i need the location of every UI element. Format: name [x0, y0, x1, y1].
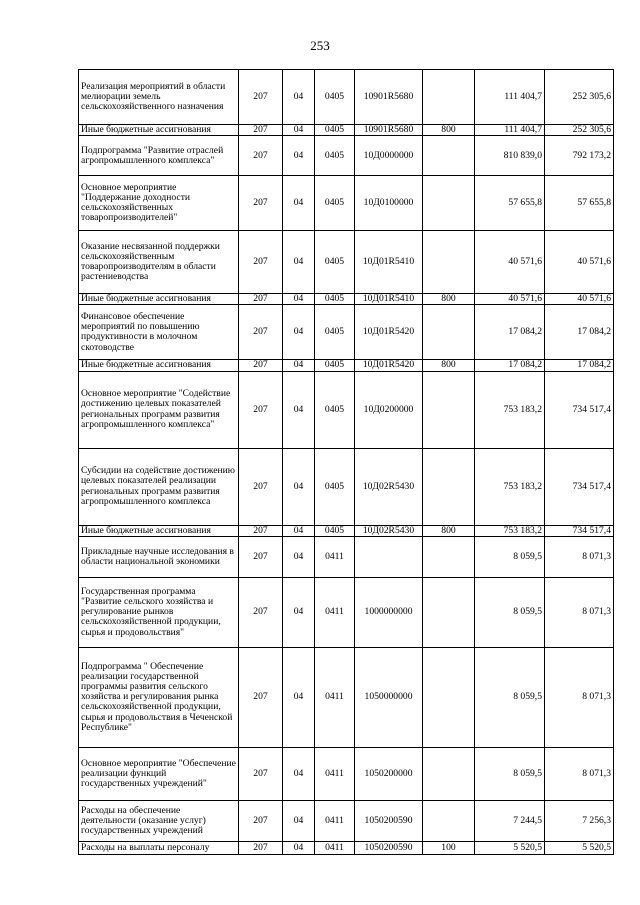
row-ved: 207 [239, 647, 283, 747]
row-csr: 10Д0200000 [355, 371, 423, 448]
row-pr: 0411 [315, 747, 355, 800]
row-csr [355, 536, 423, 577]
page-number: 253 [310, 38, 330, 53]
row-name: Государственная программа "Развитие сельского хозяйства и регулирование рынков сельскохозяйственной продукции, сырья и продовольствия" [79, 577, 239, 647]
row-value-2: 5 520,5 [545, 841, 614, 854]
row-pr: 0405 [315, 176, 355, 231]
row-pr: 0405 [315, 136, 355, 176]
row-value-2: 734 517,4 [545, 371, 614, 448]
row-pr: 0405 [315, 360, 355, 371]
row-value-2: 8 071,3 [545, 747, 614, 800]
row-pr: 0405 [315, 125, 355, 136]
row-value-2: 792 173,2 [545, 136, 614, 176]
row-value-1: 8 059,5 [475, 536, 545, 577]
row-name: Основное мероприятие "Обеспечение реализации функций государственных учреждений" [79, 747, 239, 800]
row-value-1: 8 059,5 [475, 747, 545, 800]
row-rz: 04 [283, 647, 315, 747]
row-name: Основное мероприятие "Поддержание доходности сельскохозяйственных товаропроизводителей" [79, 176, 239, 231]
row-rz: 04 [283, 305, 315, 360]
row-csr: 1050200000 [355, 747, 423, 800]
table-row [79, 294, 614, 305]
table-row [79, 231, 614, 294]
row-name: Иные бюджетные ассигнования [79, 125, 239, 136]
row-value-2: 8 071,3 [545, 577, 614, 647]
row-vr [423, 231, 475, 294]
row-value-2: 7 256,3 [545, 800, 614, 841]
row-ved: 207 [239, 747, 283, 800]
row-value-1: 111 404,7 [475, 125, 545, 136]
row-rz: 04 [283, 577, 315, 647]
row-csr: 10Д01R5420 [355, 305, 423, 360]
row-value-1: 753 183,2 [475, 371, 545, 448]
row-pr: 0405 [315, 371, 355, 448]
row-ved: 207 [239, 536, 283, 577]
row-vr [423, 136, 475, 176]
row-rz: 04 [283, 136, 315, 176]
row-rz: 04 [283, 176, 315, 231]
row-csr: 10901R5680 [355, 125, 423, 136]
row-csr: 1050200590 [355, 800, 423, 841]
row-name: Иные бюджетные ассигнования [79, 360, 239, 371]
table-row [79, 136, 614, 176]
table-row [79, 800, 614, 841]
row-rz: 04 [283, 231, 315, 294]
row-rz: 04 [283, 448, 315, 525]
row-value-2: 8 071,3 [545, 536, 614, 577]
row-csr: 10Д01R5420 [355, 360, 423, 371]
row-rz: 04 [283, 841, 315, 854]
row-value-1: 753 183,2 [475, 448, 545, 525]
row-value-2: 734 517,4 [545, 448, 614, 525]
row-pr: 0405 [315, 231, 355, 294]
row-csr: 1050200590 [355, 841, 423, 854]
row-csr: 10Д02R5430 [355, 525, 423, 536]
row-value-2: 734 517,4 [545, 525, 614, 536]
row-pr: 0411 [315, 647, 355, 747]
row-rz: 04 [283, 525, 315, 536]
row-vr [423, 371, 475, 448]
row-vr [423, 305, 475, 360]
row-value-1: 810 839,0 [475, 136, 545, 176]
row-value-1: 17 084,2 [475, 360, 545, 371]
table-row [79, 360, 614, 371]
table-row [79, 747, 614, 800]
row-name: Реализация мероприятий в области мелиорации земель сельскохозяйственного назначения [79, 70, 239, 125]
row-ved: 207 [239, 360, 283, 371]
table-row [79, 525, 614, 536]
row-ved: 207 [239, 70, 283, 125]
row-ved: 207 [239, 231, 283, 294]
row-value-2: 17 084,2 [545, 305, 614, 360]
row-rz: 04 [283, 800, 315, 841]
row-vr: 800 [423, 294, 475, 305]
row-csr: 10Д01R5410 [355, 294, 423, 305]
row-rz: 04 [283, 70, 315, 125]
row-vr [423, 747, 475, 800]
row-vr [423, 448, 475, 525]
row-pr: 0411 [315, 577, 355, 647]
row-ved: 207 [239, 294, 283, 305]
row-value-1: 8 059,5 [475, 577, 545, 647]
row-name: Прикладные научные исследования в области национальной экономики [79, 536, 239, 577]
row-value-1: 753 183,2 [475, 525, 545, 536]
row-vr [423, 647, 475, 747]
table-row [79, 536, 614, 577]
row-csr: 10Д01R5410 [355, 231, 423, 294]
row-ved: 207 [239, 305, 283, 360]
row-pr: 0411 [315, 841, 355, 854]
budget-table [78, 69, 614, 855]
table-row [79, 577, 614, 647]
row-value-1: 17 084,2 [475, 305, 545, 360]
row-pr: 0411 [315, 800, 355, 841]
row-vr [423, 800, 475, 841]
row-ved: 207 [239, 136, 283, 176]
row-ved: 207 [239, 448, 283, 525]
row-rz: 04 [283, 536, 315, 577]
row-ved: 207 [239, 800, 283, 841]
row-value-1: 111 404,7 [475, 70, 545, 125]
row-value-2: 57 655,8 [545, 176, 614, 231]
row-name: Расходы на обеспечение деятельности (оказание услуг) государственных учреждений [79, 800, 239, 841]
row-ved: 207 [239, 525, 283, 536]
table-row [79, 176, 614, 231]
row-value-2: 17 084,2 [545, 360, 614, 371]
row-value-1: 7 244,5 [475, 800, 545, 841]
row-ved: 207 [239, 176, 283, 231]
row-vr [423, 536, 475, 577]
row-rz: 04 [283, 747, 315, 800]
table-row [79, 448, 614, 525]
row-value-2: 40 571,6 [545, 231, 614, 294]
row-name: Финансовое обеспечение мероприятий по повышению продуктивности в молочном скотоводстве [79, 305, 239, 360]
row-ved: 207 [239, 371, 283, 448]
table-row [79, 305, 614, 360]
row-name: Подпрограмма " Обеспечение реализации государственной программы развития сельского хозяйства и регулирования рынка сельскохозяйственной продукции, сырья и продовольствия в Чеченской Республике" [79, 647, 239, 747]
row-csr: 10901R5680 [355, 70, 423, 125]
row-ved: 207 [239, 577, 283, 647]
row-ved: 207 [239, 841, 283, 854]
row-value-1: 57 655,8 [475, 176, 545, 231]
row-name: Оказание несвязанной поддержки сельскохозяйственным товаропроизводителям в области растениеводства [79, 231, 239, 294]
row-pr: 0405 [315, 294, 355, 305]
row-vr [423, 176, 475, 231]
row-pr: 0405 [315, 70, 355, 125]
row-csr: 10Д02R5430 [355, 448, 423, 525]
row-value-2: 8 071,3 [545, 647, 614, 747]
table-row [79, 371, 614, 448]
row-name: Иные бюджетные ассигнования [79, 294, 239, 305]
row-value-1: 8 059,5 [475, 647, 545, 747]
row-csr: 10Д0100000 [355, 176, 423, 231]
table-row [79, 125, 614, 136]
row-pr: 0411 [315, 536, 355, 577]
row-rz: 04 [283, 294, 315, 305]
row-vr [423, 70, 475, 125]
row-value-2: 40 571,6 [545, 294, 614, 305]
row-vr: 800 [423, 360, 475, 371]
row-name: Иные бюджетные ассигнования [79, 525, 239, 536]
row-rz: 04 [283, 360, 315, 371]
table-body [79, 70, 614, 855]
row-name: Основное мероприятие "Содействие достижению целевых показателей региональных программ развития агропромышленного комплекса" [79, 371, 239, 448]
row-csr: 1000000000 [355, 577, 423, 647]
row-name: Подпрограмма "Развитие отраслей агропромышленного комплекса" [79, 136, 239, 176]
row-ved: 207 [239, 125, 283, 136]
row-csr: 10Д0000000 [355, 136, 423, 176]
row-name: Субсидии на содействие достижению целевых показателей реализации региональных программ развития агропромышленного комплекса [79, 448, 239, 525]
row-rz: 04 [283, 371, 315, 448]
row-pr: 0405 [315, 525, 355, 536]
table-row [79, 841, 614, 854]
row-pr: 0405 [315, 448, 355, 525]
table-row [79, 647, 614, 747]
row-vr [423, 577, 475, 647]
row-name: Расходы на выплаты персоналу [79, 841, 239, 854]
row-vr: 800 [423, 525, 475, 536]
row-csr: 1050000000 [355, 647, 423, 747]
row-vr: 100 [423, 841, 475, 854]
row-value-2: 252 305,6 [545, 125, 614, 136]
row-value-2: 252 305,6 [545, 70, 614, 125]
row-pr: 0405 [315, 305, 355, 360]
row-value-1: 40 571,6 [475, 294, 545, 305]
row-rz: 04 [283, 125, 315, 136]
row-value-1: 40 571,6 [475, 231, 545, 294]
table-row [79, 70, 614, 125]
row-value-1: 5 520,5 [475, 841, 545, 854]
row-vr: 800 [423, 125, 475, 136]
